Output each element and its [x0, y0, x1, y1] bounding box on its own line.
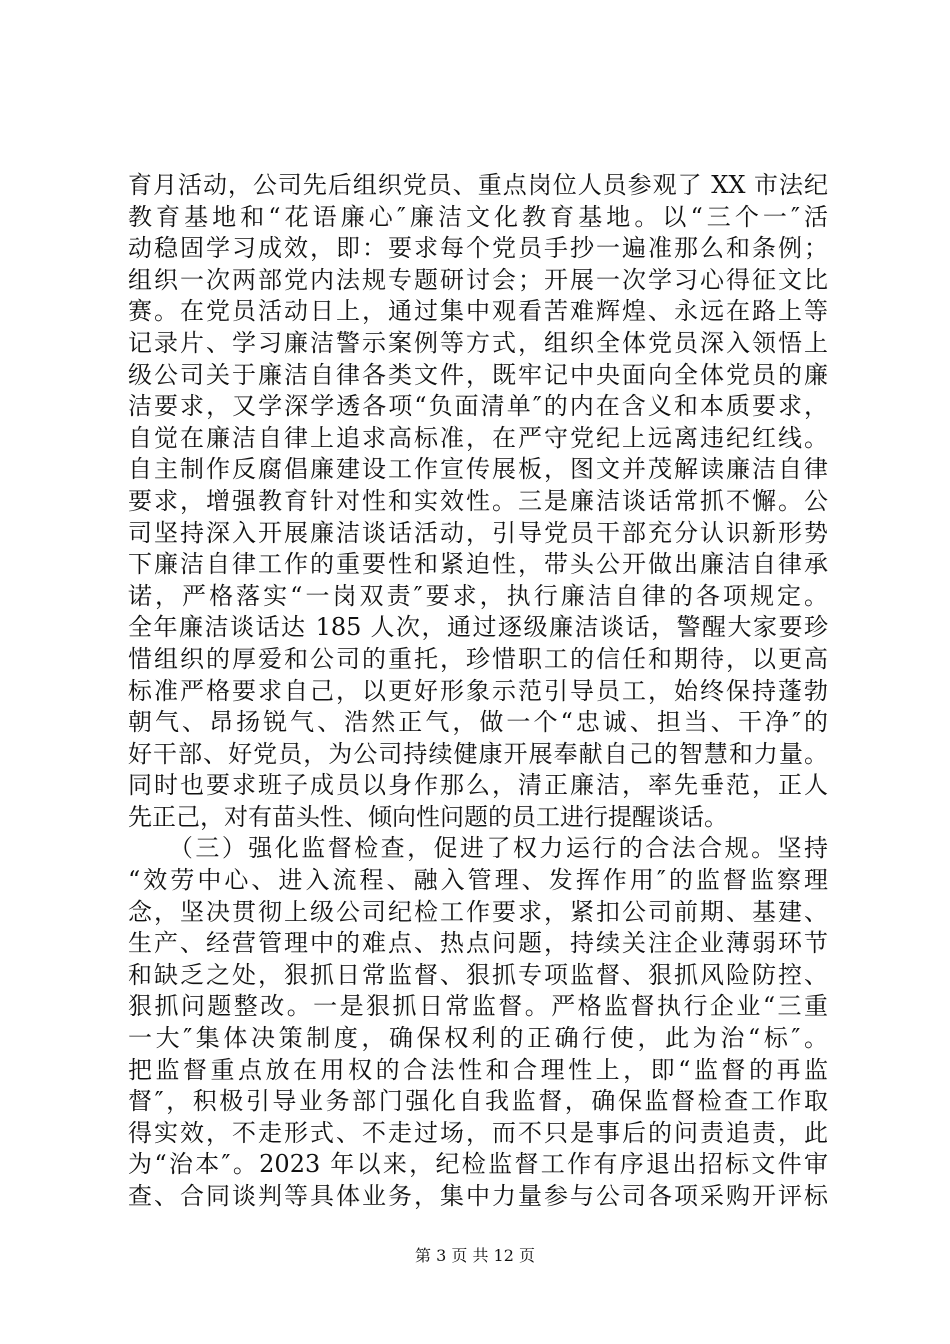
text-line: 朝气、昂扬锐气、浩然正气，做一个“忠诚、担当、干净″的 [128, 708, 828, 737]
text-line: 狠抓问题整改。一是狠抓日常监督。严格监督执行企业“三重 [128, 992, 828, 1021]
text-line: 动稳固学习成效，即：要求每个党员手抄一遍准那么和条例； [128, 234, 828, 263]
text-line: 惜组织的厚爱和公司的重托，珍惜职工的信任和期待，以更高 [128, 644, 828, 673]
text-line: 育月活动，公司先后组织党员、重点岗位人员参观了 XX 市法纪 [128, 171, 828, 199]
text-line: 同时也要求班子成员以身作那么，清正廉洁，率先垂范，正人 [128, 771, 828, 800]
document-body [128, 170, 828, 1213]
text-line: 自主制作反腐倡廉建设工作宣传展板，图文并茂解读廉洁自律 [128, 455, 828, 484]
text-line: 标准严格要求自己，以更好形象示范引导员工，始终保持蓬勃 [128, 676, 828, 705]
text-line: 念，坚决贯彻上级公司纪检工作要求，紧扣公司前期、基建、 [128, 897, 828, 926]
text-line: （三）强化监督检查，促进了权力运行的合法合规。坚持 [128, 834, 828, 863]
text-line: 洁要求，又学深学透各项“负面清单″的内在含义和本质要求， [128, 392, 828, 421]
text-line: 下廉洁自律工作的重要性和紧迫性，带头公开做出廉洁自律承 [128, 550, 828, 579]
text-line: 要求，增强教育针对性和实效性。三是廉洁谈话常抓不懈。公 [128, 486, 828, 515]
text-line: 司坚持深入开展廉洁谈话活动，引导党员干部充分认识新形势 [128, 518, 828, 547]
text-line: 诺，严格落实“一岗双责″要求，执行廉洁自律的各项规定。 [128, 581, 828, 610]
text-line: 一大″集体决策制度，确保权利的正确行使，此为治“标″。 [128, 1024, 828, 1053]
text-line: 记录片、学习廉洁警示案例等方式，组织全体党员深入领悟上 [128, 328, 828, 357]
text-line: “效劳中心、进入流程、融入管理、发挥作用″的监督监察理 [128, 866, 828, 895]
text-line: 把监督重点放在用权的合法性和合理性上，即“监督的再监 [128, 1055, 828, 1084]
text-line: 和缺乏之处，狠抓日常监督、狠抓专项监督、狠抓风险防控、 [128, 960, 828, 989]
text-line: 生产、经营管理中的难点、热点问题，持续关注企业薄弱环节 [128, 929, 828, 958]
text-line: 查、合同谈判等具体业务，集中力量参与公司各项采购开评标 [128, 1182, 828, 1210]
text-line: 先正己，对有苗头性、倾向性问题的员工进行提醒谈话。 [128, 802, 728, 831]
text-line: 赛。在党员活动日上，通过集中观看苦难辉煌、永远在路上等 [128, 297, 828, 326]
text-line: 教育基地和“花语廉心″廉洁文化教育基地。以“三个一″活 [128, 202, 828, 231]
text-line: 为“治本″。2023 年以来，纪检监督工作有序退出招标文件审 [128, 1150, 828, 1179]
text-line: 好干部、好党员，为公司持续健康开展奉献自己的智慧和力量。 [128, 739, 828, 768]
text-line: 全年廉洁谈话达 185 人次，通过逐级廉洁谈话，警醒大家要珍 [128, 613, 828, 642]
text-line: 自觉在廉洁自律上追求高标准，在严守党纪上远离违纪红线。 [128, 423, 828, 452]
text-line: 得实效，不走形式、不走过场，而不只是事后的问责追责，此 [128, 1118, 828, 1147]
text-line: 级公司关于廉洁自律各类文件，既牢记中央面向全体党员的廉 [128, 360, 828, 389]
text-line: 督″，积极引导业务部门强化自我监督，确保监督检查工作取 [128, 1087, 828, 1116]
page-number: 第 3 页 共 12 页 [415, 1246, 535, 1265]
text-line: 组织一次两部党内法规专题研讨会；开展一次学习心得征文比 [128, 265, 828, 294]
